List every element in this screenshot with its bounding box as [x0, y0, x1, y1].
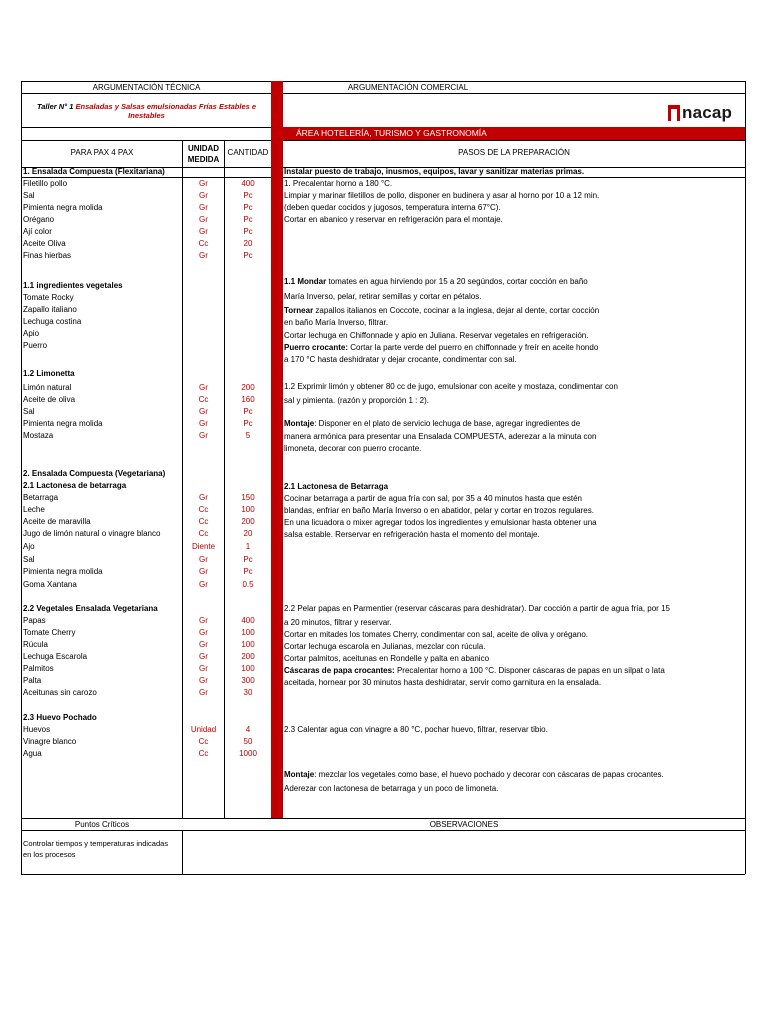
- ingredient-qty: Pc: [243, 407, 253, 416]
- step-text: Cortar la parte verde del puerro en chiffonnade y freír en aceite hondo: [348, 343, 599, 352]
- ingredient-qty: Pc: [243, 555, 253, 564]
- ingredient-qty: 200: [241, 517, 255, 526]
- step-text: Cortar lechuga en Chiffonnade y apio en Juliana. Reservar vegetales en refrigeración.: [284, 331, 589, 340]
- ingredient-qty: 200: [241, 652, 255, 661]
- ingredient-unit: Gr: [199, 251, 208, 260]
- ingredient-unit: Gr: [199, 628, 208, 637]
- ingredient-name: Lechuga costina: [23, 317, 82, 326]
- ingredient-name: Agua: [23, 749, 42, 758]
- ingredient-qty: 400: [241, 616, 255, 625]
- step-line: [284, 431, 596, 443]
- ingredient-unit: Cc: [198, 505, 209, 514]
- ingredient-unit: Gr: [199, 640, 208, 649]
- ingredient-qty: Pc: [243, 251, 253, 260]
- ingredient-unit: Gr: [199, 419, 208, 428]
- inacap-logo-mark-icon: [668, 105, 680, 121]
- step-text: Cortar en mitades los tomates Cherry, condimentar con sal, aceite de oliva y orégano.: [284, 630, 588, 639]
- step-line: [284, 653, 489, 665]
- ingredient-name: Huevos: [23, 725, 51, 734]
- inacap-logo: [668, 104, 732, 122]
- ingredient-name: Apio: [23, 329, 40, 338]
- ingredient-name: Sal: [23, 555, 35, 564]
- ingredient-qty: 0.5: [242, 580, 254, 589]
- col-steps-header: PASOS DE LA PREPARACIÓN: [458, 148, 570, 157]
- ingredient-qty: 20: [243, 239, 253, 248]
- ingredient-name: Puerro: [23, 341, 48, 350]
- step-emphasis: Cáscaras de papa crocantes:: [284, 666, 395, 675]
- step-text: salsa estable. Rerservar en refrigeración hasta el momento del montaje.: [284, 530, 540, 539]
- ingredient-name: Finas hierbas: [23, 251, 72, 260]
- step-text: aceitada, hornear por 30 minutos hasta deshidratar, servir como garnitura en la ensalada.: [284, 678, 602, 687]
- ingredient-name: 1.1 ingredientes vegetales: [23, 281, 123, 290]
- step-emphasis: Instalar puesto de trabajo, inusmos, equipos, lavar y sanitizar materias primas.: [284, 167, 585, 176]
- step-text: a 20 minutos, filtrar y reservar.: [284, 618, 392, 627]
- ingredient-name: Lechuga Escarola: [23, 652, 88, 661]
- ingredient-name: Vinagre blanco: [23, 737, 77, 746]
- step-line: [284, 276, 588, 288]
- body-bottom-border: [21, 818, 745, 819]
- step-text: sal y pimienta. (razón y proporción 1 : 2).: [284, 396, 429, 405]
- ingredient-qty: Pc: [243, 203, 253, 212]
- ingredient-name: Goma Xantana: [23, 580, 77, 589]
- step-text: 1. Precalentar horno a 180 °C.: [284, 179, 393, 188]
- ingredient-unit: Cc: [198, 529, 209, 538]
- ingredient-name: Jugo de limón natural o vinagre blanco: [23, 529, 161, 538]
- ingredient-unit: Gr: [199, 191, 208, 200]
- col-unit-header: [183, 143, 224, 165]
- observations-title: OBSERVACIONES: [429, 820, 499, 829]
- footer-header-divider: [21, 830, 745, 831]
- ingredient-name: Aceite de oliva: [23, 395, 76, 404]
- ingredient-unit: Gr: [199, 493, 208, 502]
- step-line: [284, 724, 548, 736]
- ingredient-unit: Gr: [199, 688, 208, 697]
- ingredient-unit: Cc: [198, 395, 209, 404]
- step-line: [284, 481, 388, 493]
- ingredient-name: Aceitunas sin carozo: [23, 688, 97, 697]
- step-emphasis: Tornear: [284, 306, 314, 315]
- ingredient-unit: Cc: [198, 517, 209, 526]
- ingredient-unit: Gr: [199, 383, 208, 392]
- ingredient-name: Sal: [23, 191, 35, 200]
- ingredient-unit: Unidad: [190, 725, 217, 734]
- ingredient-qty: Pc: [243, 567, 253, 576]
- step-line: [284, 769, 664, 781]
- step-emphasis: 1.1 Mondar: [284, 277, 327, 286]
- ingredient-qty: Pc: [243, 215, 253, 224]
- step-text: : mezclar los vegetales como base, el huevo pochado y decorar con cáscaras de papas crocantes.: [314, 770, 664, 779]
- step-line: [284, 505, 594, 517]
- ingredient-name: 1. Ensalada Compuesta (Flexitariana): [23, 167, 165, 176]
- step-line: [284, 342, 598, 354]
- step-text: Aderezar con lactonesa de betarraga y un poco de limoneta.: [284, 784, 499, 793]
- table-top-border: [21, 81, 745, 82]
- step-text: (deben quedar cocidos y jugosos, temperatura interna 67°C).: [284, 203, 501, 212]
- ingredient-name: Aceite Oliva: [23, 239, 66, 248]
- col-ingredients-header: PARA PAX 4 PAX: [70, 148, 134, 157]
- workshop-name-line2: Inestables: [128, 111, 165, 120]
- ingredient-qty: 1: [245, 542, 251, 551]
- table-right-border: [745, 81, 746, 874]
- step-line: [284, 178, 392, 190]
- ingredient-unit: Cc: [198, 737, 209, 746]
- ingredient-name: 2.3 Huevo Pochado: [23, 713, 97, 722]
- right-header-title: ARGUMENTACIÓN COMERCIAL: [347, 83, 469, 92]
- col-unit-header-line2: MEDIDA: [187, 155, 220, 164]
- step-text: Precalentar horno a 100 °C. Disponer cáscaras de papas en un silpat o lata: [394, 666, 665, 675]
- workshop-label: Taller N° 1: [36, 102, 74, 111]
- step-line: [284, 529, 540, 541]
- step-line: [284, 214, 503, 226]
- critical-points-title: Puntos Críticos: [74, 820, 130, 829]
- ingredient-name: Tomate Rocky: [23, 293, 74, 302]
- ingredient-qty: 4: [245, 725, 251, 734]
- step-line: [284, 395, 429, 407]
- ingredient-name: Pimienta negra molida: [23, 203, 103, 212]
- step-line: [284, 418, 580, 430]
- step-line: [284, 381, 618, 393]
- area-divider: [21, 140, 745, 141]
- step-line: [284, 166, 584, 178]
- ingredient-unit: Cc: [198, 239, 209, 248]
- table-left-border: [21, 81, 22, 874]
- ingredient-qty: Pc: [243, 419, 253, 428]
- ingredient-name: Filetillo pollo: [23, 179, 68, 188]
- ingredient-qty: 160: [241, 395, 255, 404]
- step-line: [284, 317, 388, 329]
- ingredient-qty: 30: [243, 688, 253, 697]
- step-text: 2.2 Pelar papas en Parmentier (reservar cáscaras para deshidratar). Dar cocción a partir de agua fría, por 15: [284, 604, 670, 613]
- table-bottom-border: [21, 874, 745, 875]
- red-divider-bar: [271, 81, 283, 818]
- header-divider: [21, 93, 745, 94]
- footer-column-border: [182, 830, 183, 874]
- ingredient-name: Rúcula: [23, 640, 48, 649]
- ingredient-name: Aceite de maravilla: [23, 517, 91, 526]
- ingredient-unit: Cc: [198, 749, 209, 758]
- step-emphasis: 2.1 Lactonesa de Betarraga: [284, 482, 389, 491]
- ingredient-name: Limón natural: [23, 383, 72, 392]
- step-line: [284, 617, 392, 629]
- step-line: [284, 493, 582, 505]
- ingredient-unit: Gr: [199, 616, 208, 625]
- step-text: blandas, enfriar en baño María Inverso o en abatidor, pelar y cortar en trozos regulares.: [284, 506, 594, 515]
- step-line: [284, 305, 599, 317]
- ingredient-name: 2.2 Vegetales Ensalada Vegetariana: [23, 604, 158, 613]
- ingredient-name: Mostaza: [23, 431, 54, 440]
- step-text: Cortar en abanico y reservar en refrigeración para el montaje.: [284, 215, 503, 224]
- ingredient-name: 2.1 Lactonesa de betarraga: [23, 481, 127, 490]
- ingredient-name: Pimienta negra molida: [23, 419, 103, 428]
- critical-points-text-line1: Controlar tiempos y temperaturas indicadas: [23, 839, 169, 848]
- step-text: Cocinar betarraga a partir de agua fría con sal, por 35 a 40 minutos hasta que estén: [284, 494, 582, 503]
- step-text: 2.3 Calentar agua con vinagre a 80 °C, pochar huevo, filtrar, reservar tibio.: [284, 725, 548, 734]
- workshop-name-line1: Ensaladas y Salsas emulsionadas Frías Estables e: [75, 102, 257, 111]
- ingredient-qty: 300: [241, 676, 255, 685]
- ingredient-qty: 100: [241, 640, 255, 649]
- step-line: [284, 665, 665, 677]
- ingredient-name: 1.2 Limonetta: [23, 369, 75, 378]
- ingredient-unit: Diente: [191, 542, 216, 551]
- workshop-title: [22, 102, 271, 120]
- ingredient-unit: Gr: [199, 431, 208, 440]
- ingredient-qty: 20: [243, 529, 253, 538]
- ingredient-qty: 150: [241, 493, 255, 502]
- ingredient-unit: Gr: [199, 676, 208, 685]
- step-line: [284, 354, 517, 366]
- ingredient-name: Tomate Cherry: [23, 628, 76, 637]
- ingredient-qty: 400: [241, 179, 255, 188]
- ingredient-unit: Gr: [199, 567, 208, 576]
- step-text: Cortar lechuga escarola en Julianas, mezclar con rúcula.: [284, 642, 486, 651]
- ingredient-qty: 100: [241, 664, 255, 673]
- step-text: Cortar palmitos, aceitunas en Rondelle y palta en abanico: [284, 654, 490, 663]
- step-line: [284, 443, 421, 455]
- inacap-logo-word: nacap: [682, 103, 733, 122]
- ingredient-unit: Gr: [199, 227, 208, 236]
- ingredient-name: Sal: [23, 407, 35, 416]
- step-text: manera armónica para presentar una Ensalada COMPUESTA, aderezar a la minuta con: [284, 432, 597, 441]
- ingredient-unit: Gr: [199, 664, 208, 673]
- step-line: [284, 291, 481, 303]
- step-line: [284, 783, 498, 795]
- step-text: María Inverso, pelar, retirar semillas y cortar en pétalos.: [284, 292, 482, 301]
- step-text: en baño María Inverso, filtrar.: [284, 318, 389, 327]
- ingredient-name: Papas: [23, 616, 46, 625]
- step-emphasis: Montaje: [284, 419, 315, 428]
- step-line: [284, 603, 670, 615]
- step-line: [284, 330, 588, 342]
- step-line: [284, 190, 599, 202]
- step-line: [284, 202, 501, 214]
- ingredient-name: Pimienta negra molida: [23, 567, 103, 576]
- ingredient-qty: Pc: [243, 191, 253, 200]
- step-text: a 170 °C hasta deshidratar y dejar crocante, condimentar con sal.: [284, 355, 517, 364]
- ingredient-unit: Gr: [199, 555, 208, 564]
- critical-points-text: [23, 838, 168, 860]
- step-text: Limpiar y marinar filetillos de pollo, disponer en budinera y asar al horno por 10 a 12 min.: [284, 191, 600, 200]
- ingredient-name: Orégano: [23, 215, 55, 224]
- ingredient-unit: Gr: [199, 652, 208, 661]
- ingredient-qty: 100: [241, 505, 255, 514]
- ingredient-name: Leche: [23, 505, 45, 514]
- step-line: [284, 677, 601, 689]
- step-text: En una licuadora o mixer agregar todos los ingredientes y emulsionar hasta obtener una: [284, 518, 597, 527]
- ingredient-qty: Pc: [243, 227, 253, 236]
- col-qty-header: CANTIDAD: [227, 148, 269, 157]
- ingredient-name: Zapallo italiano: [23, 305, 77, 314]
- step-text: limoneta, decorar con puerro crocante.: [284, 444, 422, 453]
- ingredient-qty: 200: [241, 383, 255, 392]
- area-title: ÁREA HOTELERÍA, TURISMO Y GASTRONOMÍA: [296, 128, 487, 138]
- ingredient-name: Ajo: [23, 542, 35, 551]
- left-header-title: ARGUMENTACIÓN TÉCNICA: [92, 83, 201, 92]
- step-text: tomates en agua hirviendo por 15 a 20 segúndos, cortar cocción en baño: [326, 277, 588, 286]
- ingredient-unit: Gr: [199, 179, 208, 188]
- col-unit-header-line1: UNIDAD: [187, 144, 220, 153]
- title-divider: [21, 127, 271, 128]
- step-line: [284, 641, 485, 653]
- ingredient-name: Palta: [23, 676, 42, 685]
- step-text: zapallos italianos en Coccote, cocinar a la inglesa, dejar al dente, cortar cocción: [313, 306, 600, 315]
- ingredient-unit: Gr: [199, 407, 208, 416]
- ingredient-qty: 1000: [239, 749, 257, 758]
- ingredient-qty: 50: [243, 737, 253, 746]
- ingredient-unit: Gr: [199, 203, 208, 212]
- ingredient-qty: 100: [241, 628, 255, 637]
- ingredient-name: Palmitos: [23, 664, 54, 673]
- ingredient-qty: 5: [245, 431, 251, 440]
- ingredient-unit: Gr: [199, 580, 208, 589]
- ingredient-name: Ají color: [23, 227, 52, 236]
- ingredient-name: 2. Ensalada Compuesta (Vegetariana): [23, 469, 166, 478]
- step-text: : Disponer en el plato de servicio lechuga de base, agregar ingredientes de: [314, 419, 581, 428]
- step-emphasis: Puerro crocante:: [284, 343, 349, 352]
- ingredient-unit: Gr: [199, 215, 208, 224]
- step-text: 1.2 Exprimir limón y obtener 80 cc de jugo, emulsionar con aceite y mostaza, condimentar con: [284, 382, 618, 391]
- step-line: [284, 517, 597, 529]
- ingredient-name: Betarraga: [23, 493, 59, 502]
- step-emphasis: Montaje: [284, 770, 315, 779]
- step-line: [284, 629, 588, 641]
- critical-points-text-line2: en los procesos: [23, 850, 76, 859]
